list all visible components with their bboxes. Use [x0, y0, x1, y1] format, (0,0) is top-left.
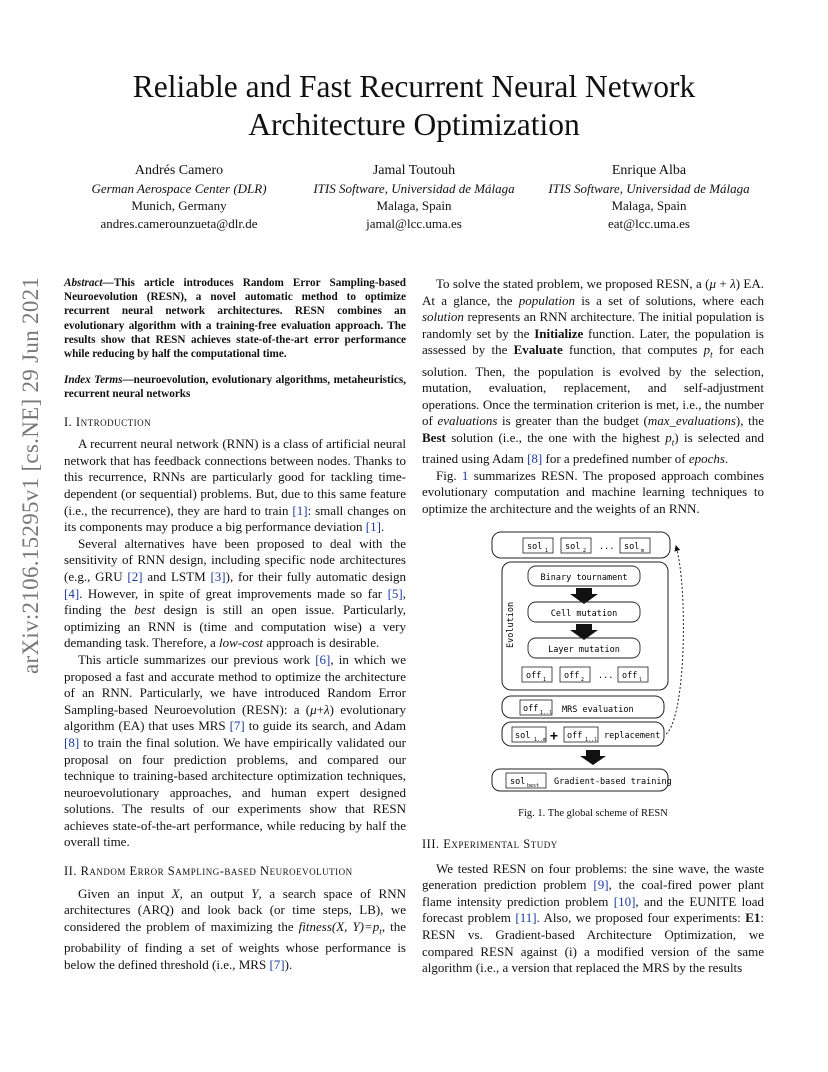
section-heading-introduction: I. Introduction	[64, 414, 152, 429]
author-block-1	[54, 162, 304, 232]
figure-resn-scheme	[490, 528, 698, 796]
svg-text:l: l	[639, 677, 643, 683]
svg-text:1..l: 1..l	[585, 737, 598, 743]
off-l-label: off	[622, 671, 638, 681]
svg-text:1..l: 1..l	[540, 710, 553, 716]
intro-paragraph-3: This article summarizes our previous work [6], in which we proposed a fast and accurate method to optimize the architecture of an RNN. Particularly, we have introduced Random Error Sampling-based Neuroevolution (RESN): a (μ+λ) evolutionary algorithm (EA) that uses MRS [7] to guide its search, and Adam [8] to train the final solution. We have empirically validated our proposal on four prediction problems, and compared our technique to training-based architecture optimization techniques, neuroevolutionary approaches, and human expert designed solutions. The results of our experiments show that RESN achieves state-of-the-art performance, while reducing by half the overall time.	[64, 651, 406, 850]
left-column	[64, 276, 406, 973]
resn-paragraph-3: Fig. 1 summarizes RESN. The proposed approach combines evolutionary computation and machine learning techniques to optimize the architecture and the weights of an RNN.	[422, 467, 765, 516]
svg-text:...: ...	[598, 671, 614, 681]
arrow-down-icon	[580, 750, 606, 765]
author-email: eat@lcc.uma.es	[608, 215, 690, 231]
mrs-evaluation-label: MRS evaluation	[562, 705, 634, 715]
svg-text:sol: sol	[510, 777, 526, 787]
index-terms	[64, 373, 406, 401]
evolution-label: Evolution	[506, 601, 516, 648]
svg-text:1: 1	[543, 677, 547, 683]
svg-text:2: 2	[583, 548, 587, 554]
cell-mutation-label: Cell mutation	[550, 609, 618, 619]
sol-2-label: sol	[565, 542, 581, 552]
paper-title	[0, 68, 828, 144]
index-terms-text: —neuroevolution, evolutionary algorithms, metaheuristics, recurrent neural networks	[64, 374, 406, 401]
svg-text:m: m	[641, 548, 645, 554]
author-email: andres.camerounzueta@dlr.de	[100, 215, 258, 231]
author-email: jamal@lcc.uma.es	[366, 215, 462, 231]
abstract	[64, 276, 406, 361]
sol-m-label: sol	[624, 542, 640, 552]
resn-paragraph-2: To solve the stated problem, we proposed RESN, a (μ + λ) EA. At a glance, the population is a set of solutions, where each solution represents an RNN architecture. The initial population is randomly set by the Initialize function. Later, the population is assessed by the Evaluate function, that computes $p_t$ for each solution. Then, the population is evolved by the selection, mutation, evaluation, replacement, and self-adjustment operations. Once the termination criterion is met, i.e., the number of evaluations is greater than the budget (max_evaluations), the Best solution (i.e., the one with the highest $p_t$) is selected and trained using Adam [8] for a predefined number of epochs.	[422, 276, 765, 467]
author-location: Munich, Germany	[131, 198, 227, 213]
title-line-1: Reliable and Fast Recurrent Neural Network	[132, 69, 696, 104]
layer-mutation-label: Layer mutation	[548, 645, 620, 655]
index-terms-lead: Index Terms	[64, 374, 123, 387]
off-2-label: off	[564, 671, 580, 681]
author-location: Malaga, Spain	[611, 198, 687, 213]
intro-paragraph-1: A recurrent neural network (RNN) is a class of artificial neural network that has feedback connections between nodes. Thanks to this recurrence, RNNs are particularly good for tackling time-dependent (or sequential) problems. But, due to this same feature (i.e., the recurrence), they are hard to train [1]: small changes on its components may produce a big performance deviation [1].	[64, 436, 407, 535]
author-name: Enrique Alba	[611, 163, 687, 178]
sol-1-label: sol	[527, 542, 543, 552]
svg-text:2: 2	[581, 677, 585, 683]
svg-text:off: off	[567, 731, 583, 741]
arxiv-identifier: arXiv:2106.15295v1 [cs.NE] 29 Jun 2021	[18, 276, 43, 674]
experimental-paragraph: We tested RESN on four problems: the sine wave, the waste generation prediction problem [9], the coal-fired power plant flame intensity prediction problem [10], and the EUNITE load forecast problem [11]. Also, we proposed four experiments: E1: RESN vs. Gradient-based Architecture Optimization, we compared RESN against (i) a modified version of the same algorithm (i.e., a version that replaced the MRS by the results	[422, 860, 764, 976]
abstract-lead: Abstract	[64, 277, 103, 289]
svg-text:best: best	[527, 783, 540, 789]
author-name: Jamal Toutouh	[372, 163, 456, 178]
right-column	[422, 276, 764, 518]
svg-text:1..m: 1..m	[534, 737, 547, 743]
svg-text:off: off	[523, 704, 539, 714]
author-affiliation: ITIS Software, Universidad de Málaga	[313, 180, 515, 196]
gradient-training-label: Gradient-based training	[554, 777, 672, 787]
author-name: Andrés Camero	[134, 163, 224, 178]
off-1-label: off	[526, 671, 542, 681]
author-affiliation: ITIS Software, Universidad de Málaga	[548, 180, 750, 196]
plus-sign: +	[550, 729, 558, 744]
replacement-label: replacement	[604, 731, 661, 741]
author-block-3	[508, 162, 790, 232]
population-box	[492, 532, 670, 558]
loop-arrow	[666, 546, 683, 734]
svg-text:sol: sol	[515, 731, 531, 741]
right-column-lower	[422, 836, 764, 977]
figure-caption: Fig. 1. The global scheme of RESN	[518, 808, 668, 819]
intro-paragraph-2: Several alternatives have been proposed to deal with the sensitivity of RNN design, including specific node architectures (e.g., GRU [2] and LSTM [3]), for their fully automatic design [4]. However, in spite of great improvements made so far [5], finding the best design is still an open issue. Particularly, optimizing an RNN is (time and computation wise) a very demanding task. Therefore, a low-cost approach is desirable.	[64, 535, 406, 651]
abstract-text: —This article introduces Random Error Sampling-based Neuroevolution (RESN), a novel automatic method to optimize recurrent neural network architectures. RESN combines an evolutionary algorithm with a training-free evaluation approach. The results show that RESN achieves state-of-the-art error performance while reducing by half the computational time.	[64, 277, 406, 361]
resn-diagram	[490, 528, 698, 796]
author-affiliation: German Aerospace Center (DLR)	[91, 180, 267, 196]
title-line-2: Architecture Optimization	[248, 107, 580, 142]
svg-text:1: 1	[545, 548, 549, 554]
author-location: Malaga, Spain	[376, 198, 452, 213]
resn-paragraph-1: Given an input X, an output Y, a search space of RNN architectures (ARQ) and look back (or time steps, LB), we considered the problem of maximizing the fitness(X, $Y)=p_t$, the probability of finding a set of weights whose performance is below the defined threshold (i.e., MRS [7]).	[64, 885, 406, 972]
binary-tournament-label: Binary tournament	[540, 573, 628, 583]
section-heading-resn: II. Random Error Sampling-based Neuroevolution	[64, 864, 353, 879]
section-heading-experimental: III. Experimental Study	[422, 837, 558, 851]
ellipsis: ...	[599, 542, 615, 552]
